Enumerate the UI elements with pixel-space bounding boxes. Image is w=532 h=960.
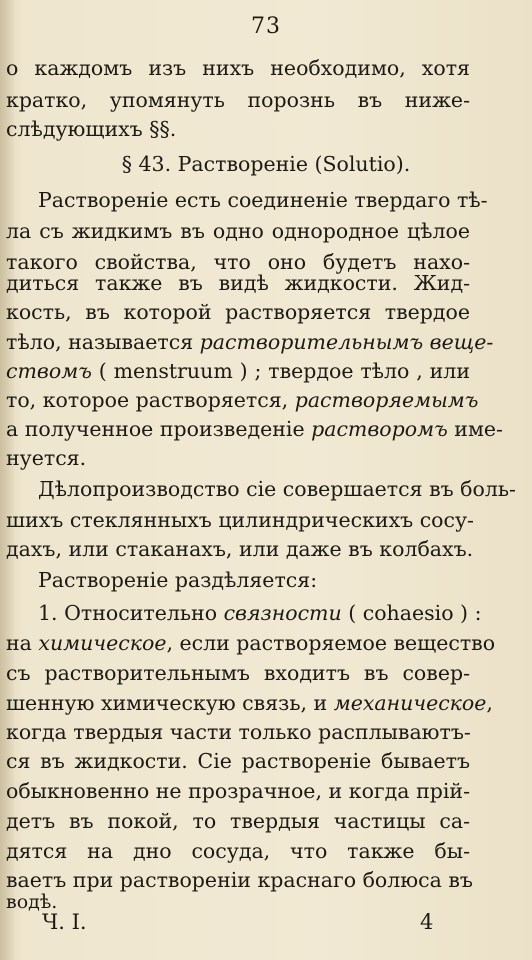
- text-run: а полученное произведенiе: [6, 417, 312, 441]
- text-run: ваетъ при растворенiи краснаго болюса въ: [6, 868, 473, 892]
- italic-run: растворительнымъ веще-: [199, 330, 494, 354]
- text-run: детъ въ покой, то твердыя частицы са-: [6, 809, 470, 833]
- text-line: [6, 627, 496, 659]
- text-run: нуется.: [6, 446, 87, 470]
- text-run: кость, въ которой растворяется твердое: [6, 300, 470, 324]
- text-line: [6, 775, 470, 807]
- text-run: дятся на дно сосуда, что также бы-: [6, 839, 470, 863]
- text-line: [38, 597, 482, 629]
- text-line: [6, 716, 470, 748]
- italic-run: механическое: [333, 691, 487, 715]
- text-line: [6, 215, 470, 247]
- text-line: [6, 745, 470, 777]
- text-run: дахъ, или стаканахъ, или даже въ колбахъ.: [6, 537, 474, 561]
- text-run: съ растворительнымъ входитъ въ совер-: [6, 661, 470, 685]
- text-run: кратко, упомянуть порознь въ ниже-: [6, 88, 470, 112]
- text-run: на: [6, 631, 39, 655]
- text-line: [6, 84, 470, 116]
- text-line: [38, 564, 470, 596]
- text-line: [6, 835, 470, 867]
- text-line: [6, 355, 470, 387]
- text-run: водѣ.: [6, 891, 58, 913]
- section-heading: [0, 148, 532, 180]
- text-line: [6, 413, 503, 445]
- text-run: ,: [486, 691, 493, 715]
- text-run: слѣдующихъ §§.: [6, 117, 177, 141]
- text-line: [6, 52, 470, 84]
- text-run: § 43. Растворенiе (Solutio).: [121, 152, 411, 176]
- text-line: [6, 326, 494, 358]
- text-line: [6, 687, 493, 719]
- text-run: тѣло, называется: [6, 330, 200, 354]
- text-line: [38, 184, 488, 216]
- page-footer: [0, 910, 532, 942]
- text-run: ( cohaesio ) :: [341, 601, 482, 625]
- signature-number: 4: [420, 910, 434, 934]
- text-run: то, которое растворяется,: [6, 388, 295, 412]
- text-run: ся въ жидкости. Сiе растворенiе бываетъ: [6, 749, 470, 773]
- text-run: , если растворяемое вещество: [166, 631, 496, 655]
- text-line: [6, 267, 470, 299]
- text-run: Растворенiе раздѣляется:: [38, 568, 318, 592]
- italic-run: химическое: [38, 631, 167, 655]
- text-run: шенную химическую связь, и: [6, 691, 334, 715]
- text-run: такого свойства, что оно будетъ нахо-: [6, 250, 470, 274]
- text-line: [6, 805, 470, 837]
- text-run: ( menstruum ) ; твердое тѣло , или: [91, 359, 470, 383]
- text-run: име-: [447, 417, 503, 441]
- text-run: обыкновенно не прозрачное, и когда прiй-: [6, 779, 470, 803]
- text-run: шихъ стеклянныхъ цилиндрическихъ сосу-: [6, 508, 474, 532]
- text-line: [6, 533, 474, 565]
- text-line: [38, 473, 516, 505]
- text-run: ла съ жидкимъ въ одно однородное цѣлое: [6, 219, 470, 243]
- text-run: 1. Относительно: [38, 601, 224, 625]
- text-line: [6, 504, 474, 536]
- italic-run: растворомъ: [311, 417, 448, 441]
- text-line: [6, 657, 470, 689]
- italic-run: ствомъ: [6, 359, 92, 383]
- italic-run: связности: [223, 601, 342, 625]
- text-line: [6, 296, 470, 328]
- italic-run: растворяемымъ: [294, 388, 479, 412]
- text-run: о каждомъ изъ нихъ необходимо, хотя: [6, 56, 470, 80]
- text-line: [6, 442, 470, 474]
- text-line: [6, 113, 470, 145]
- page-number: 73: [251, 14, 281, 39]
- text-run: Дѣлопроизводство сiе совершается въ боль-: [38, 477, 516, 501]
- text-run: когда твердыя части только расплываютъ-: [6, 720, 471, 744]
- text-run: диться также въ видѣ жидкости. Жид-: [6, 271, 470, 295]
- text-line: [6, 384, 479, 416]
- text-run: Растворенiе есть соединенiе твердаго тѣ-: [38, 188, 488, 212]
- signature-mark: Ч. I.: [42, 910, 87, 934]
